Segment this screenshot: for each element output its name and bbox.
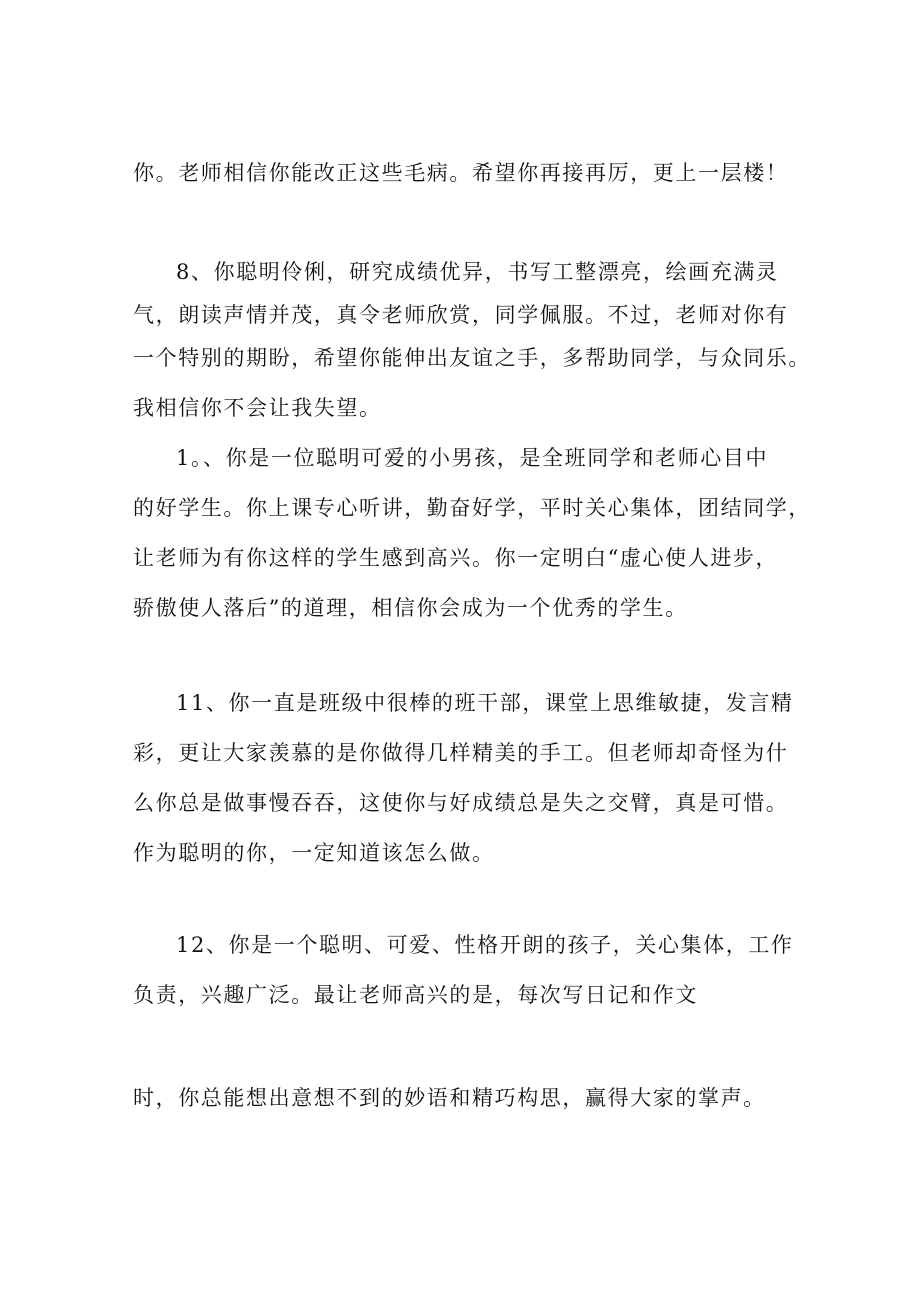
comment-1-line: 1。、你是一位聪明可爱的小男孩，是全班同学和老师心目中 bbox=[176, 446, 769, 470]
text-line: 时，你总能想出意想不到的妙语和精巧构思，赢得大家的掌声。 bbox=[133, 1086, 766, 1110]
text-line: 骄傲使人落后”的道理，相信你会成为一个优秀的学生。 bbox=[133, 596, 688, 620]
text-line: 彩，更让大家羡慕的是你做得几样精美的手工。但老师却奇怪为什 bbox=[133, 741, 789, 765]
text-line: 一个特别的期盼，希望你能伸出友谊之手，多帮助同学，与众同乐。 bbox=[133, 346, 811, 370]
text-line: 作为聪明的你，一定知道该怎么做。 bbox=[133, 841, 495, 865]
text-line: 你。老师相信你能改正这些毛病。希望你再接再厉，更上一层楼！ bbox=[133, 161, 789, 185]
text-line: 负责，兴趣广泛。最让老师高兴的是，每次写日记和作文 bbox=[133, 983, 698, 1007]
comment-11-line: 11、你一直是班级中很棒的班干部，课堂上思维敏捷，发言精 bbox=[176, 691, 794, 715]
text-line: 的好学生。你上课专心听讲，勤奋好学，平时关心集体，团结同学， bbox=[133, 496, 811, 520]
comment-12-line: 12、你是一个聪明、可爱、性格开朗的孩子，关心集体，工作 bbox=[176, 933, 794, 957]
text-line: 气，朗读声情并茂，真令老师欣赏，同学佩服。不过，老师对你有 bbox=[133, 303, 789, 327]
text-line: 么你总是做事慢吞吞，这使你与好成绩总是失之交臂，真是可惜。 bbox=[133, 791, 789, 815]
text-line: 我相信你不会让我失望。 bbox=[133, 396, 382, 420]
text-line: 让老师为有你这样的学生感到高兴。你一定明白“虚心使人进步， bbox=[133, 546, 779, 570]
comment-8-line: 8、你聪明伶俐，研究成绩优异，书写工整漂亮，绘画充满灵 bbox=[176, 260, 779, 284]
